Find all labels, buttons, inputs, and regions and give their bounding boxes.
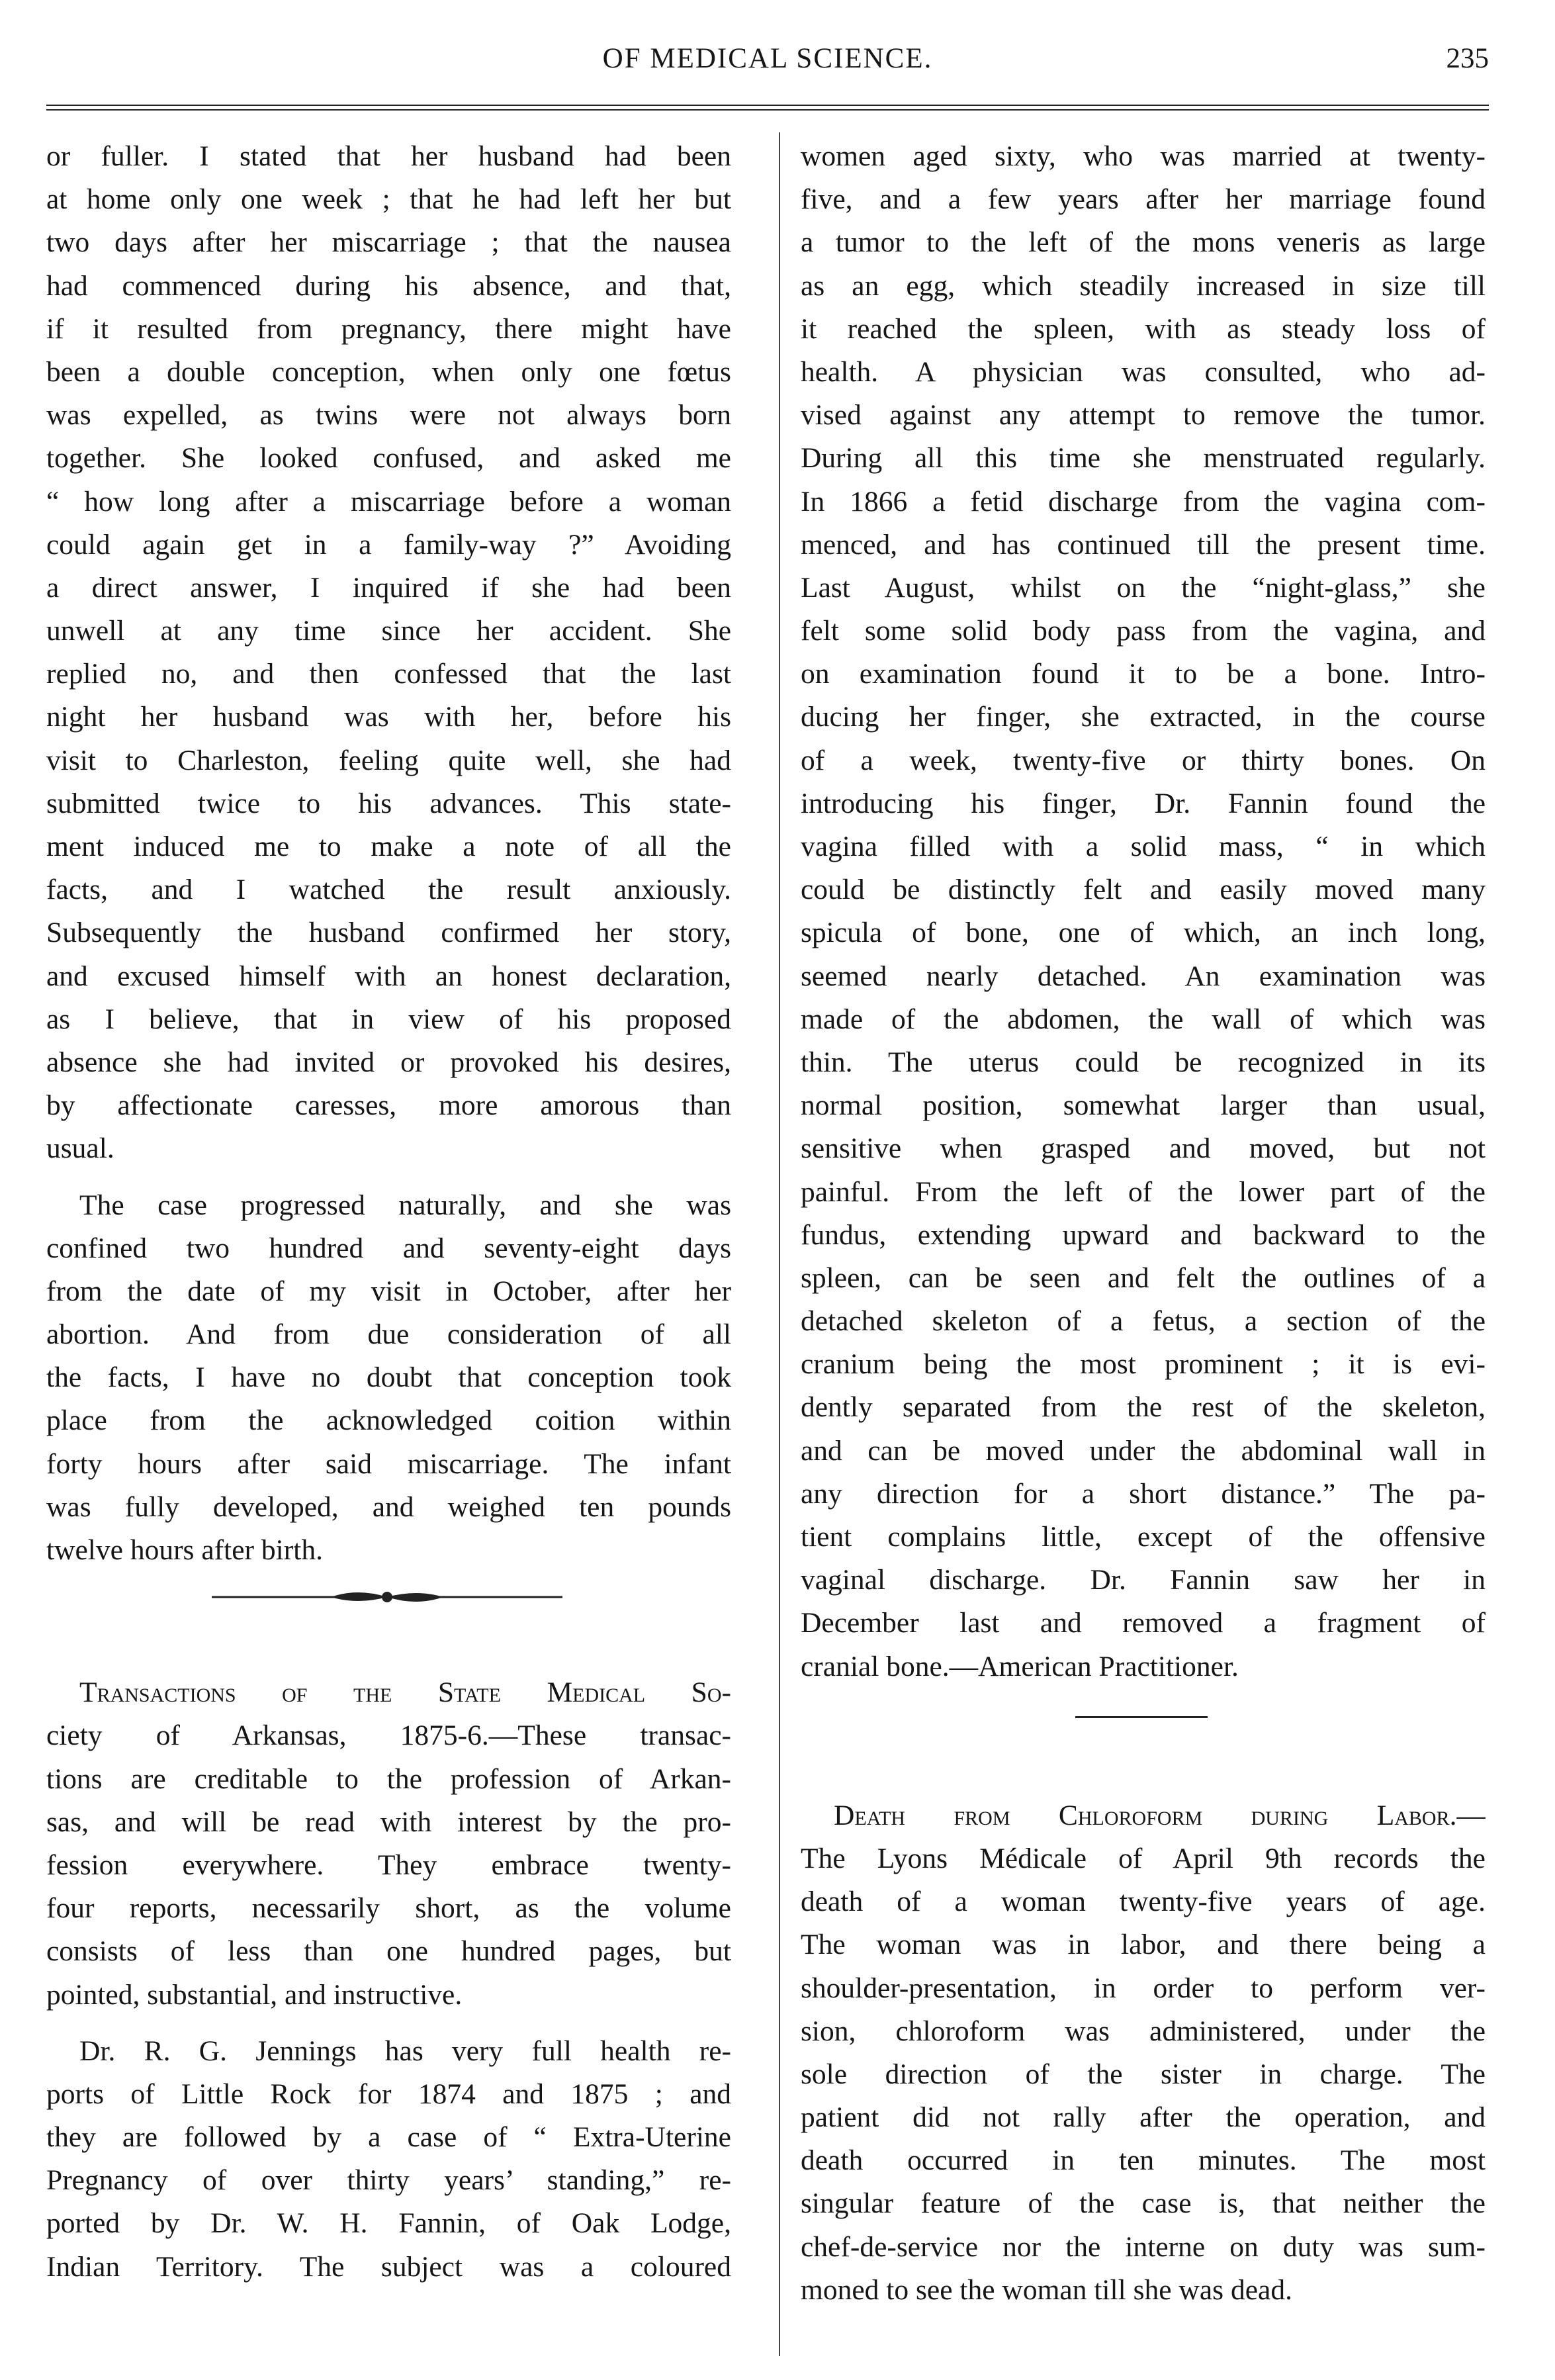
right-para1-line: it reached the spleen, with as steady loss of [801, 312, 1486, 345]
right-para1-line: During all this time she menstruated regularly. [801, 442, 1486, 475]
right-para1-line: tient complains little, except of the offensive [801, 1521, 1486, 1553]
right-para1-line: cranial bone.—American Practitioner. [801, 1650, 1239, 1682]
ornament-rule-icon [46, 1585, 731, 1612]
paragraph-gap [46, 1171, 731, 1184]
left-para4-line: they are followed by a case of “ Extra-Uterine [46, 2121, 731, 2154]
left-para1-line: facts, and I watched the result anxiously. [46, 874, 731, 906]
right-para1-line: thin. The uterus could be recognized in its [801, 1046, 1486, 1078]
left-para2-line: abortion. And from due consideration of all [46, 1318, 731, 1351]
right-para1-line: of a week, twenty-five or thirty bones. On [801, 744, 1486, 776]
left-para1-line: had commenced during his absence, and that, [46, 269, 731, 302]
left-para1-line: “ how long after a miscarriage before a woman [46, 485, 731, 518]
left-para1-line: if it resulted from pregnancy, there might have [46, 312, 731, 345]
right-para1-line: any direction for a short distance.” The pa- [801, 1477, 1486, 1510]
left-para2-line: forty hours after said miscarriage. The infant [46, 1447, 731, 1480]
left-para4-line: Pregnancy of over thirty years’ standing,” re- [46, 2164, 731, 2197]
right-para1-line: vaginal discharge. Dr. Fannin saw her in [801, 1564, 1486, 1596]
right-para1-line: spicula of bone, one of which, an inch long, [801, 917, 1486, 949]
right-para1-line: health. A physician was consulted, who ad- [801, 355, 1486, 388]
right-para1-line: In 1866 a fetid discharge from the vagina com- [801, 485, 1486, 518]
right-para1-line: could be distinctly felt and easily moved many [801, 874, 1486, 906]
right-para1-line: spleen, can be seen and felt the outlines of a [801, 1261, 1486, 1294]
left-para4-line: ports of Little Rock for 1874 and 1875 ; and [46, 2078, 731, 2110]
left-para1-line: unwell at any time since her accident. She [46, 615, 731, 647]
left-para4-line: Dr. R. G. Jennings has very full health re- [79, 2035, 731, 2067]
left-para2-line: from the date of my visit in October, after her [46, 1275, 731, 1307]
right-para1-line: painful. From the left of the lower part of the [801, 1175, 1486, 1208]
right-para2-line: chef-de-service nor the interne on duty was sum- [801, 2230, 1486, 2263]
right-para1-line: detached skeleton of a fetus, a section of the [801, 1305, 1486, 1338]
page-number: 235 [1446, 43, 1489, 74]
right-para1-line: women aged sixty, who was married at twenty- [801, 140, 1486, 172]
right-para2-line: singular feature of the case is, that neither the [801, 2187, 1486, 2220]
left-para1-line: a direct answer, I inquired if she had been [46, 571, 731, 604]
left-para2-line: The case progressed naturally, and she was [79, 1189, 731, 1221]
left-para1-line: replied no, and then confessed that the last [46, 658, 731, 690]
left-para3-line: ciety of Arkansas, 1875-6.—These transac- [46, 1719, 731, 1752]
left-para1-line: ment induced me to make a note of all the [46, 831, 731, 862]
section-heading-transactions: Transactions of the State Medical So- [79, 1676, 731, 1709]
left-para1-line: usual. [46, 1132, 114, 1165]
separator-rule [1075, 1716, 1208, 1718]
left-para3-line: four reports, necessarily short, as the volume [46, 1892, 731, 1925]
left-para3-line: consists of less than one hundred pages, but [46, 1935, 731, 1968]
right-para1-line: and can be moved under the abdominal wall in [801, 1434, 1486, 1467]
right-para1-line: as an egg, which steadily increased in size till [801, 269, 1486, 302]
right-para1-line: December last and removed a fragment of [801, 1607, 1486, 1639]
right-para1-line: five, and a few years after her marriage found [801, 183, 1486, 216]
left-para2-line: twelve hours after birth. [46, 1534, 323, 1566]
right-para2-line: The Lyons Médicale of April 9th records the [801, 1842, 1486, 1874]
left-para2-line: place from the acknowledged coition within [46, 1404, 731, 1437]
page-header [46, 37, 1489, 97]
left-para4-line: ported by Dr. W. H. Fannin, of Oak Lodge, [46, 2207, 731, 2240]
right-column [801, 135, 1486, 2312]
right-para2-line: moned to see the woman till she was dead. [801, 2273, 1292, 2306]
right-para2-line: death occurred in ten minutes. The most [801, 2144, 1486, 2177]
right-para1-line: vagina filled with a solid mass, “ in which [801, 831, 1486, 862]
paragraph-gap [801, 1761, 1486, 1794]
left-para1-line: or fuller. I stated that her husband had been [46, 140, 731, 172]
right-para1-line: fundus, extending upward and backward to the [801, 1218, 1486, 1251]
left-para1-line: two days after her miscarriage ; that the nausea [46, 226, 731, 259]
left-para1-line: absence she had invited or provoked his desires, [46, 1046, 731, 1078]
right-para2-line: sole direction of the sister in charge. The [801, 2058, 1486, 2090]
left-para1-line: by affectionate caresses, more amorous than [46, 1089, 731, 1122]
right-para1-line: felt some solid body pass from the vagina, and [801, 615, 1486, 647]
left-para3-line: tions are creditable to the profession of Arkan- [46, 1762, 731, 1795]
left-para1-line: night her husband was with her, before his [46, 701, 731, 733]
right-para2-line: sion, chloroform was administered, under the [801, 2015, 1486, 2047]
left-para1-line: could again get in a family-way ?” Avoiding [46, 528, 731, 561]
left-para1-line: submitted twice to his advances. This state- [46, 787, 731, 819]
left-para1-line: Subsequently the husband confirmed her story, [46, 917, 731, 949]
right-para1-line: seemed nearly detached. An examination was [801, 960, 1486, 992]
left-para1-line: as I believe, that in view of his proposed [46, 1003, 731, 1035]
right-para1-line: normal position, somewhat larger than usual, [801, 1089, 1486, 1122]
right-para1-line: dently separated from the rest of the skeleton, [801, 1391, 1486, 1424]
left-column [46, 135, 731, 2289]
left-para1-line: and excused himself with an honest declaration, [46, 960, 731, 992]
left-para1-line: visit to Charleston, feeling quite well, she had [46, 744, 731, 776]
left-para1-line: together. She looked confused, and asked me [46, 442, 731, 475]
paragraph-gap [46, 1631, 731, 1671]
right-para2-line: The woman was in labor, and there being a [801, 1929, 1486, 1961]
right-para1-line: Last August, whilst on the “night-glass,” she [801, 571, 1486, 604]
left-para3-line: sas, and will be read with interest by the pro- [46, 1806, 731, 1838]
left-para1-line: at home only one week ; that he had left her but [46, 183, 731, 216]
right-para1-line: sensitive when grasped and moved, but not [801, 1132, 1486, 1165]
right-para1-line: ducing her finger, she extracted, in the course [801, 701, 1486, 733]
right-para2-line: death of a woman twenty-five years of age. [801, 1886, 1486, 1918]
right-para1-line: menced, and has continued till the present time. [801, 528, 1486, 561]
left-para1-line: was expelled, as twins were not always born [46, 399, 731, 432]
right-para1-line: cranium being the most prominent ; it is evi- [801, 1348, 1486, 1381]
left-para1-line: been a double conception, when only one fœtus [46, 355, 731, 388]
paragraph-gap [46, 2017, 731, 2030]
right-para1-line: on examination found it to be a bone. Intro- [801, 658, 1486, 690]
column-divider [779, 132, 780, 2356]
running-title: OF MEDICAL SCIENCE. [602, 43, 933, 74]
right-para1-line: vised against any attempt to remove the tumor. [801, 399, 1486, 432]
left-para2-line: was fully developed, and weighed ten pounds [46, 1490, 731, 1523]
left-para2-line: the facts, I have no doubt that conception took [46, 1361, 731, 1394]
left-para3-line: pointed, substantial, and instructive. [46, 1978, 463, 2011]
right-para2-line: shoulder-presentation, in order to perform ver- [801, 1972, 1486, 2004]
left-para2-line: confined two hundred and seventy-eight days [46, 1232, 731, 1264]
section-heading-chloroform: Death from Chloroform during Labor.— [834, 1799, 1486, 1831]
right-para2-line: patient did not rally after the operation, and [801, 2101, 1486, 2134]
right-para1-line: introducing his finger, Dr. Fannin found the [801, 787, 1486, 819]
left-para3-line: fession everywhere. They embrace twenty- [46, 1849, 731, 1881]
section-separator [801, 1688, 1486, 1761]
left-para4-line: Indian Territory. The subject was a coloured [46, 2250, 731, 2283]
header-rule [46, 105, 1489, 111]
right-para1-line: made of the abdomen, the wall of which was [801, 1003, 1486, 1035]
right-para1-line: a tumor to the left of the mons veneris as large [801, 226, 1486, 259]
section-ornament [46, 1572, 731, 1631]
